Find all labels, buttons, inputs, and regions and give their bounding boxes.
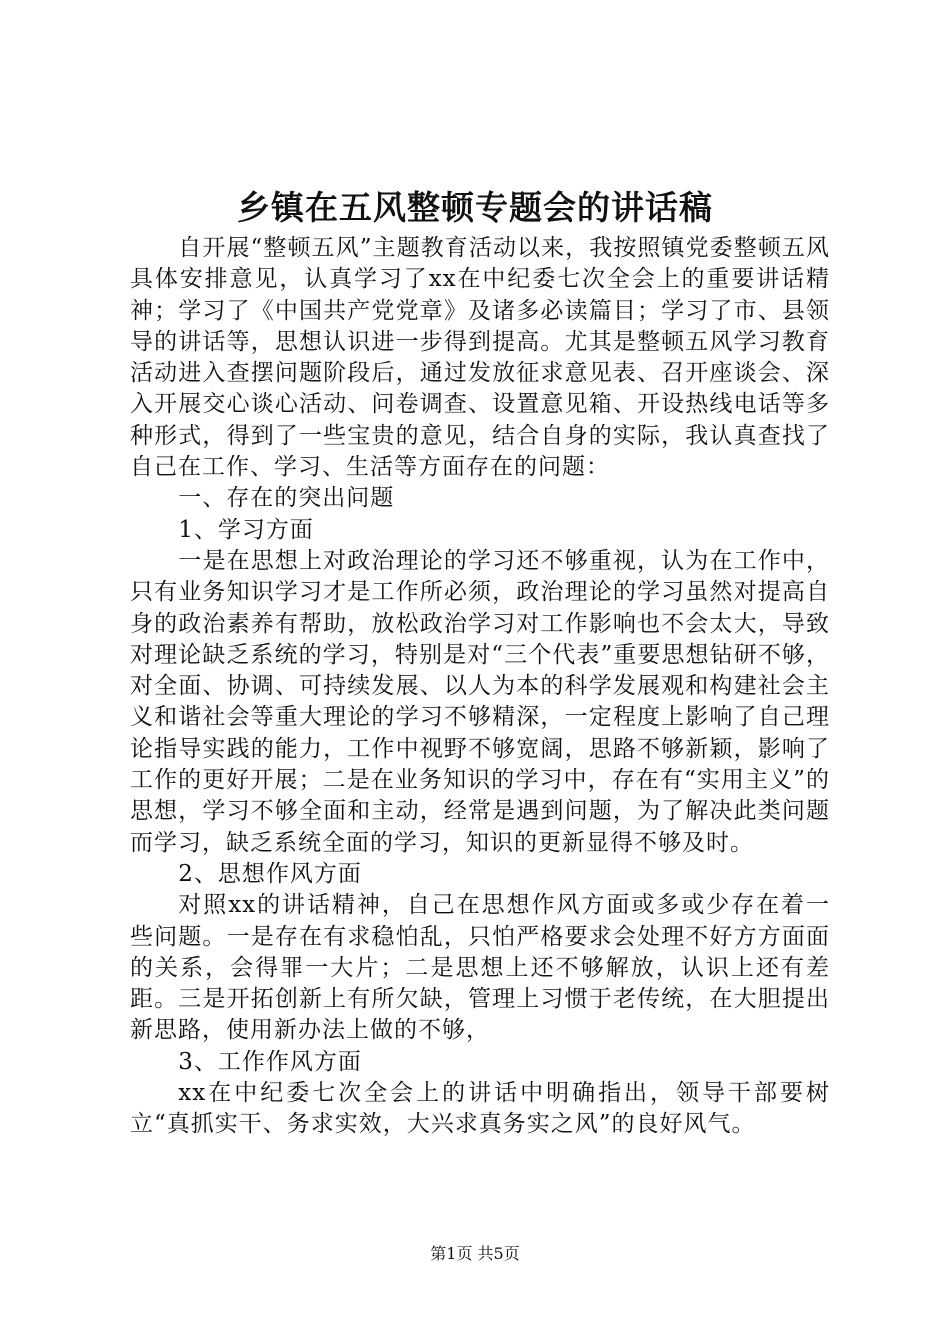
page-footer: 第1页 共5页 (430, 1244, 520, 1263)
section-heading: 一、存在的突出问题 (178, 485, 395, 512)
subsection-heading-work: 3、工作作风方面 (178, 1048, 362, 1075)
paragraph-intro: 自开展“整顿五风”主题教育活动以来，我按照镇党委整顿五风具体安排意见，认真学习了xx在中纪委七次全会上的重要讲话精神；学习了《中国共产党党章》及诸多必读篇目；学习了市、县领导的讲话等，思想认识进一步得到提高。尤其是整顿五风学习教育活动进入查摆问题阶段后，通过发放征求意见表、召开座谈会、深入开展交心谈心活动、问卷调查、设置意见箱、开设热线电话等多种形式，得到了一些宝贵的意见，结合自身的实际，我认真查找了自己在工作、学习、生活等方面存在的问题： (130, 235, 830, 481)
document-title: 乡镇在五风整顿专题会的讲话稿 (237, 188, 713, 227)
subsection-heading-study: 1、学习方面 (178, 516, 314, 543)
paragraph-work: xx在中纪委七次全会上的讲话中明确指出，领导干部要树立“真抓实干、务求实效，大兴求真务实之风”的良好风气。 (130, 1080, 830, 1138)
paragraph-thinking: 对照xx的讲话精神，自己在思想作风方面或多或少存在着一些问题。一是存在有求稳怕乱，只怕严格要求会处理不好方方面面的关系，会得罪一大片；二是思想上还不够解放，认识上还有差距。三是开拓创新上有所欠缺，管理上习惯于老传统，在大胆提出新思路，使用新办法上做的不够， (130, 892, 830, 1044)
subsection-heading-thinking: 2、思想作风方面 (178, 860, 362, 887)
document-body (130, 233, 830, 1141)
paragraph-study: 一是在思想上对政治理论的学习还不够重视，认为在工作中，只有业务知识学习才是工作所必须，政治理论的学习虽然对提高自身的政治素养有帮助，放松政治学习对工作影响也不会太大，导致对理论缺乏系统的学习，特别是对“三个代表”重要思想钻研不够，对全面、协调、可持续发展、以人为本的科学发展观和构建社会主义和谐社会等重大理论的学习不够精深，一定程度上影响了自己理论指导实践的能力，工作中视野不够宽阔，思路不够新颖，影响了工作的更好开展；二是在业务知识的学习中，存在有“实用主义”的思想，学习不够全面和主动，经常是遇到问题，为了解决此类问题而学习，缺乏系统全面的学习，知识的更新显得不够及时。 (130, 547, 830, 856)
